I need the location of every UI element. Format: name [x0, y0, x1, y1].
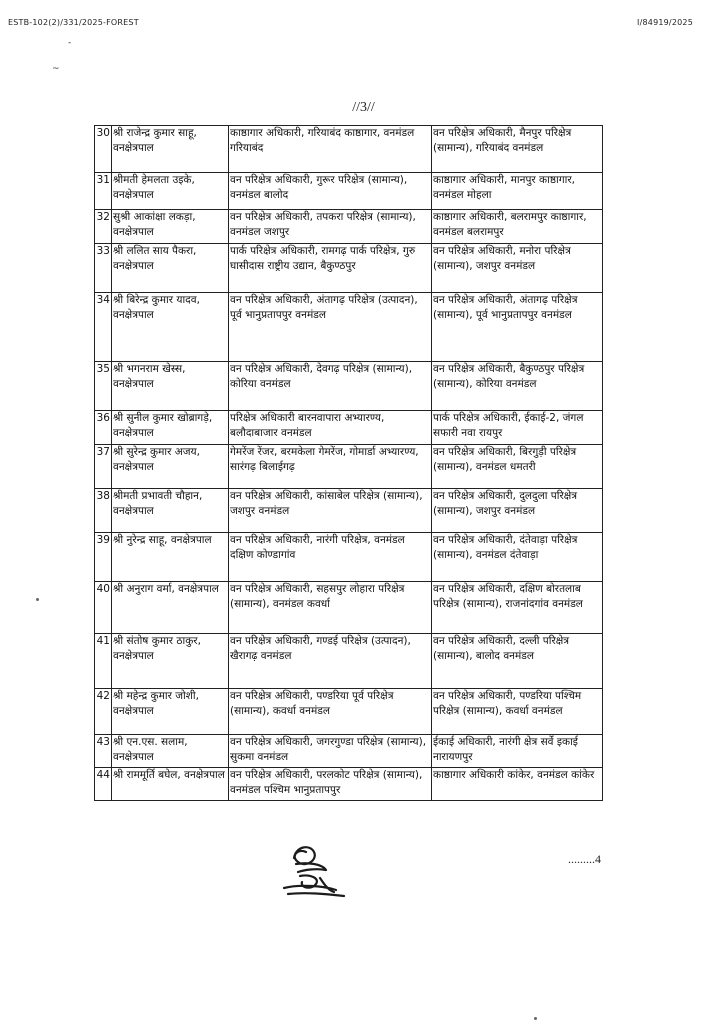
- receipt-number: I/84919/2025: [637, 18, 693, 27]
- new-posting-cell: वन परिक्षेत्र अधिकारी, पण्डरिया पश्चिम परिक्षेत्र (सामान्य), कवर्धा वनमंडल: [432, 689, 603, 735]
- current-posting-cell: परिक्षेत्र अधिकारी बारनवापारा अभ्यारण्य, बलौदाबाजार वनमंडल: [229, 411, 432, 445]
- new-posting-cell: पार्क परिक्षेत्र अधिकारी, ईकाई-2, जंगल सफारी नवा रायपुर: [432, 411, 603, 445]
- officer-name-cell: श्री संतोष कुमार ठाकुर, वनक्षेत्रपाल: [112, 634, 229, 689]
- table-row: [95, 173, 603, 210]
- serial-number-cell: 39: [95, 533, 112, 582]
- continuation-marker: .........4: [568, 852, 601, 866]
- current-posting-cell: वन परिक्षेत्र अधिकारी, अंतागढ़ परिक्षेत्र (उत्पादन), पूर्व भानुप्रतापपुर वनमंडल: [229, 293, 432, 362]
- current-posting-cell: वन परिक्षेत्र अधिकारी, तपकरा परिक्षेत्र (सामान्य), वनमंडल जशपुर: [229, 210, 432, 244]
- officer-name-cell: श्रीमती हेमलता उइके, वनक्षेत्रपाल: [112, 173, 229, 210]
- current-posting-cell: वन परिक्षेत्र अधिकारी, पण्डरिया पूर्व परिक्षेत्र (सामान्य), कवर्धा वनमंडल: [229, 689, 432, 735]
- table-row: [95, 293, 603, 362]
- table-row: [95, 411, 603, 445]
- page-number-label: //3//: [352, 100, 375, 115]
- current-posting-cell: वन परिक्षेत्र अधिकारी, परलकोट परिक्षेत्र (सामान्य), वनमंडल पश्चिम भानुप्रतापपुर: [229, 768, 432, 801]
- officer-name-cell: श्री एन.एस. सलाम, वनक्षेत्रपाल: [112, 735, 229, 768]
- transfer-table: [94, 125, 603, 801]
- serial-number-cell: 34: [95, 293, 112, 362]
- officer-name-cell: सुश्री आकांक्षा लकड़ा, वनक्षेत्रपाल: [112, 210, 229, 244]
- table-row: [95, 445, 603, 489]
- current-posting-cell: वन परिक्षेत्र अधिकारी, गण्डई परिक्षेत्र (उत्पादन), खैरागढ़ वनमंडल: [229, 634, 432, 689]
- new-posting-cell: काष्ठागार अधिकारी कांकेर, वनमंडल कांकेर: [432, 768, 603, 801]
- new-posting-cell: काष्ठागार अधिकारी, बलरामपुर काष्ठागार, वनमंडल बलरामपुर: [432, 210, 603, 244]
- current-posting-cell: वन परिक्षेत्र अधिकारी, कांसाबेल परिक्षेत्र (सामान्य), जशपुर वनमंडल: [229, 489, 432, 533]
- table-row: [95, 210, 603, 244]
- table-row: [95, 244, 603, 293]
- officer-name-cell: श्री ललित साय पैकरा, वनक्षेत्रपाल: [112, 244, 229, 293]
- table-row: [95, 489, 603, 533]
- table-row: [95, 735, 603, 768]
- current-posting-cell: पार्क परिक्षेत्र अधिकारी, रामगढ़ पार्क परिक्षेत्र, गुरु घासीदास राष्ट्रीय उद्यान, बैकुण्ठपुर: [229, 244, 432, 293]
- current-posting-cell: वन परिक्षेत्र अधिकारी, देवगढ़ परिक्षेत्र (सामान्य), कोरिया वनमंडल: [229, 362, 432, 411]
- table-row: [95, 582, 603, 634]
- officer-name-cell: श्री राममूर्ति बघेल, वनक्षेत्रपाल: [112, 768, 229, 801]
- current-posting-cell: वन परिक्षेत्र अधिकारी, सहसपुर लोहारा परिक्षेत्र (सामान्य), वनमंडल कवर्धा: [229, 582, 432, 634]
- current-posting-cell: वन परिक्षेत्र अधिकारी, नारंगी परिक्षेत्र, वनमंडल दक्षिण कोण्डागांव: [229, 533, 432, 582]
- serial-number-cell: 31: [95, 173, 112, 210]
- scan-mark: ~: [52, 64, 60, 74]
- serial-number-cell: 41: [95, 634, 112, 689]
- scan-speck: [534, 1017, 537, 1020]
- new-posting-cell: काष्ठागार अधिकारी, मानपुर काष्ठागार, वनमंडल मोहला: [432, 173, 603, 210]
- serial-number-cell: 42: [95, 689, 112, 735]
- officer-name-cell: श्री बिरेन्द्र कुमार यादव, वनक्षेत्रपाल: [112, 293, 229, 362]
- officer-name-cell: श्री महेन्द्र कुमार जोशी, वनक्षेत्रपाल: [112, 689, 229, 735]
- new-posting-cell: ईकाई अधिकारी, नारंगी क्षेत्र सर्वे इकाई नारायणपुर: [432, 735, 603, 768]
- table-row: [95, 533, 603, 582]
- serial-number-cell: 35: [95, 362, 112, 411]
- new-posting-cell: वन परिक्षेत्र अधिकारी, बैकुण्ठपुर परिक्षेत्र (सामान्य), कोरिया वनमंडल: [432, 362, 603, 411]
- serial-number-cell: 32: [95, 210, 112, 244]
- new-posting-cell: वन परिक्षेत्र अधिकारी, दुलदुला परिक्षेत्र (सामान्य), जशपुर वनमंडल: [432, 489, 603, 533]
- table-row: [95, 768, 603, 801]
- new-posting-cell: वन परिक्षेत्र अधिकारी, अंतागढ़ परिक्षेत्र (सामान्य), पूर्व भानुप्रतापपुर वनमंडल: [432, 293, 603, 362]
- table-row: [95, 362, 603, 411]
- scan-mark: -: [68, 38, 72, 48]
- current-posting-cell: गेमरेंज रेंजर, बरमकेला गेमरेंज, गोमार्डा अभ्यारण्य, सारंगढ़ बिलाईगढ़: [229, 445, 432, 489]
- serial-number-cell: 30: [95, 126, 112, 173]
- table-row: [95, 689, 603, 735]
- new-posting-cell: वन परिक्षेत्र अधिकारी, बिरगुड़ी परिक्षेत्र (सामान्य), वनमंडल धमतरी: [432, 445, 603, 489]
- officer-name-cell: श्री राजेन्द्र कुमार साहू, वनक्षेत्रपाल: [112, 126, 229, 173]
- serial-number-cell: 37: [95, 445, 112, 489]
- officer-name-cell: श्री अनुराग वर्मा, वनक्षेत्रपाल: [112, 582, 229, 634]
- serial-number-cell: 38: [95, 489, 112, 533]
- table-row: [95, 634, 603, 689]
- serial-number-cell: 33: [95, 244, 112, 293]
- officer-name-cell: श्री सुनील कुमार खोब्रागड़े, वनक्षेत्रपाल: [112, 411, 229, 445]
- current-posting-cell: वन परिक्षेत्र अधिकारी, जगरगुण्डा परिक्षेत्र (सामान्य), सुकमा वनमंडल: [229, 735, 432, 768]
- serial-number-cell: 43: [95, 735, 112, 768]
- file-reference: ESTB-102(2)/331/2025-FOREST: [8, 18, 139, 27]
- serial-number-cell: 40: [95, 582, 112, 634]
- signature: [276, 838, 356, 904]
- new-posting-cell: वन परिक्षेत्र अधिकारी, दक्षिण बोरतलाब परिक्षेत्र (सामान्य), राजनांदगांव वनमंडल: [432, 582, 603, 634]
- new-posting-cell: वन परिक्षेत्र अधिकारी, मनोरा परिक्षेत्र (सामान्य), जशपुर वनमंडल: [432, 244, 603, 293]
- new-posting-cell: वन परिक्षेत्र अधिकारी, मैनपुर परिक्षेत्र (सामान्य), गरियाबंद वनमंडल: [432, 126, 603, 173]
- table-row: [95, 126, 603, 173]
- current-posting-cell: वन परिक्षेत्र अधिकारी, गुरूर परिक्षेत्र (सामान्य), वनमंडल बालोद: [229, 173, 432, 210]
- officer-name-cell: श्री भगनराम खेस्स, वनक्षेत्रपाल: [112, 362, 229, 411]
- scan-speck: [36, 598, 39, 601]
- current-posting-cell: काष्ठागार अधिकारी, गरियाबंद काष्ठागार, वनमंडल गरियाबंद: [229, 126, 432, 173]
- serial-number-cell: 44: [95, 768, 112, 801]
- officer-name-cell: श्रीमती प्रभावती चौहान, वनक्षेत्रपाल: [112, 489, 229, 533]
- officer-name-cell: श्री नुरेन्द्र साहू, वनक्षेत्रपाल: [112, 533, 229, 582]
- officer-name-cell: श्री सुरेन्द्र कुमार अजय, वनक्षेत्रपाल: [112, 445, 229, 489]
- new-posting-cell: वन परिक्षेत्र अधिकारी, दल्ली परिक्षेत्र (सामान्य), बालोद वनमंडल: [432, 634, 603, 689]
- new-posting-cell: वन परिक्षेत्र अधिकारी, दंतेवाड़ा परिक्षेत्र (सामान्य), वनमंडल दंतेवाड़ा: [432, 533, 603, 582]
- serial-number-cell: 36: [95, 411, 112, 445]
